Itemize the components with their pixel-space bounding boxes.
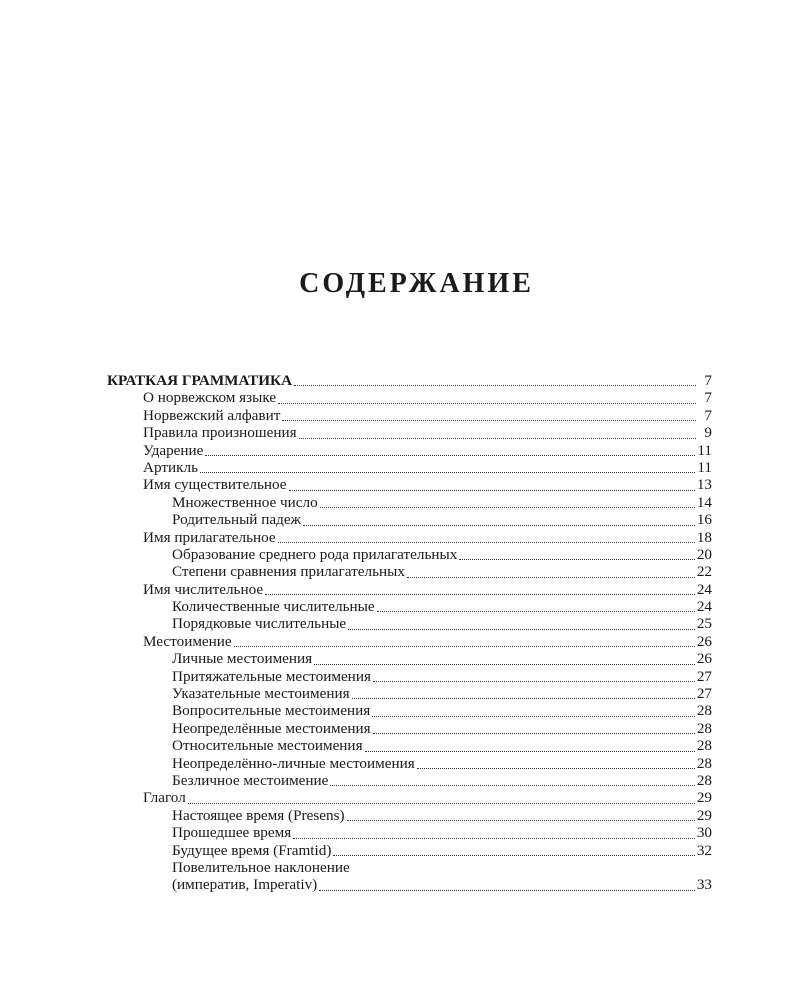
toc-entry-title: Порядковые числительные <box>172 615 347 633</box>
toc-entry-title: Правила произношения <box>143 424 297 442</box>
toc-list <box>107 372 712 894</box>
toc-entry <box>107 407 712 424</box>
toc-page-number: 28 <box>696 737 712 755</box>
toc-page-number: 27 <box>696 667 712 685</box>
toc-entry <box>107 563 712 580</box>
toc-page-number: 28 <box>696 754 712 772</box>
toc-entry <box>107 598 712 615</box>
dot-leader <box>407 577 695 578</box>
toc-entry-title: Родительный падеж <box>172 511 302 529</box>
toc-entry-title: Глагол <box>143 789 186 807</box>
toc-page-number: 30 <box>696 824 712 842</box>
toc-entry <box>107 389 712 406</box>
dot-leader <box>278 542 695 543</box>
toc-entry-title: Неопределённые местоимения <box>172 719 371 737</box>
dot-leader <box>200 472 695 473</box>
toc-entry <box>107 772 712 789</box>
toc-entry-title: Личные местоимения <box>172 650 313 668</box>
toc-entry <box>107 876 712 893</box>
toc-page-number: 24 <box>696 580 712 598</box>
toc-entry-title: Будущее время (Framtid) <box>172 841 332 859</box>
toc-entry-title: Повелительное наклонение <box>172 858 350 876</box>
toc-page-number: 13 <box>696 476 712 494</box>
toc-entry-title: Имя числительное <box>143 580 264 598</box>
dot-leader <box>294 385 696 386</box>
toc-entry-title: Ударение <box>143 441 204 459</box>
dot-leader <box>377 611 695 612</box>
toc-page-number: 20 <box>696 545 712 563</box>
dot-leader <box>365 751 695 752</box>
toc-page-number: 26 <box>696 632 712 650</box>
toc-page-number: 14 <box>696 493 712 511</box>
toc-entry <box>107 842 712 859</box>
toc-entry-title: (императив, Imperativ) <box>172 876 318 894</box>
toc-page-number: 33 <box>696 876 712 894</box>
toc-entry <box>107 372 712 389</box>
dot-leader <box>299 438 696 439</box>
dot-leader <box>320 507 695 508</box>
toc-entry-title: Прошедшее время <box>172 824 292 842</box>
dot-leader <box>417 768 695 769</box>
toc-page-number: 32 <box>696 841 712 859</box>
toc-entry <box>107 633 712 650</box>
toc-entry <box>107 807 712 824</box>
dot-leader <box>265 594 695 595</box>
toc-entry <box>107 824 712 841</box>
toc-entry-title: Множественное число <box>172 493 318 511</box>
toc-entry-title: Имя прилагательное <box>143 528 276 546</box>
toc-entry-title: КРАТКАЯ ГРАММАТИКА <box>107 372 293 389</box>
dot-leader <box>459 559 694 560</box>
toc-entry-title: О норвежском языке <box>143 389 277 407</box>
toc-page-number: 9 <box>704 424 712 442</box>
toc-entry-title: Вопросительные местоимения <box>172 702 371 720</box>
dot-leader <box>372 716 695 717</box>
toc-entry <box>107 476 712 493</box>
dot-leader <box>278 403 696 404</box>
dot-leader <box>347 820 695 821</box>
toc-entry <box>107 459 712 476</box>
toc-entry-title: Степени сравнения прилагательных <box>172 563 405 581</box>
toc-page-number: 28 <box>696 702 712 720</box>
toc-page-number: 26 <box>696 650 712 668</box>
toc-page-number: 7 <box>704 406 712 424</box>
toc-entry <box>107 424 712 441</box>
dot-leader <box>282 420 696 421</box>
toc-page-number: 7 <box>704 389 712 407</box>
toc-entry <box>107 737 712 754</box>
toc-entry <box>107 789 712 806</box>
page-title: СОДЕРЖАНИЕ <box>299 268 534 299</box>
dot-leader <box>373 733 695 734</box>
dot-leader <box>303 525 695 526</box>
toc-entry-title: Количественные числительные <box>172 598 375 616</box>
toc-page-number: 25 <box>696 615 712 633</box>
toc-entry-title: Образование среднего рода прилагательных <box>172 545 458 563</box>
toc-entry <box>107 702 712 719</box>
dot-leader <box>333 855 694 856</box>
toc-entry <box>107 511 712 528</box>
toc-entry <box>107 442 712 459</box>
toc-entry-title: Указательные местоимения <box>172 685 350 703</box>
toc-page-number: 18 <box>696 528 712 546</box>
toc-page-number: 7 <box>704 372 712 389</box>
toc-entry <box>107 668 712 685</box>
toc-entry <box>107 581 712 598</box>
toc-entry-title: Безличное местоимение <box>172 771 329 789</box>
toc-entry <box>107 755 712 772</box>
toc-entry-title: Местоимение <box>143 632 232 650</box>
toc-entry <box>107 529 712 546</box>
toc-page-number: 22 <box>696 563 712 581</box>
toc-page-number: 16 <box>696 511 712 529</box>
dot-leader <box>373 681 695 682</box>
toc-entry-title: Притяжательные местоимения <box>172 667 371 685</box>
toc-page-number: 29 <box>696 789 712 807</box>
toc-entry-title: Имя существительное <box>143 476 287 494</box>
dot-leader <box>188 803 695 804</box>
dot-leader <box>234 646 695 647</box>
dot-leader <box>314 664 695 665</box>
toc-entry <box>107 494 712 511</box>
toc-entry <box>107 720 712 737</box>
dot-leader <box>289 490 695 491</box>
dot-leader <box>319 890 695 891</box>
toc-entry <box>107 859 712 876</box>
toc-entry <box>107 685 712 702</box>
toc-entry-title: Неопределённо-личные местоимения <box>172 754 415 772</box>
toc-entry <box>107 546 712 563</box>
toc-entry <box>107 615 712 632</box>
toc-page-number: 28 <box>696 771 712 789</box>
dot-leader <box>293 838 695 839</box>
dot-leader <box>330 785 694 786</box>
toc-page-number: 27 <box>696 685 712 703</box>
toc-page-number: 29 <box>696 806 712 824</box>
toc-entry <box>107 650 712 667</box>
toc-page-number: 24 <box>696 598 712 616</box>
toc-entry-title: Норвежский алфавит <box>143 406 281 424</box>
toc-page-number: 11 <box>697 458 712 476</box>
toc-page-number: 28 <box>696 719 712 737</box>
dot-leader <box>352 698 695 699</box>
toc-entry-title: Артикль <box>143 458 199 476</box>
toc-entry-title: Относительные местоимения <box>172 737 363 755</box>
toc-entry-title: Настоящее время (Presens) <box>172 806 345 824</box>
dot-leader <box>348 629 695 630</box>
toc-page-number: 11 <box>697 441 712 459</box>
dot-leader <box>205 455 695 456</box>
